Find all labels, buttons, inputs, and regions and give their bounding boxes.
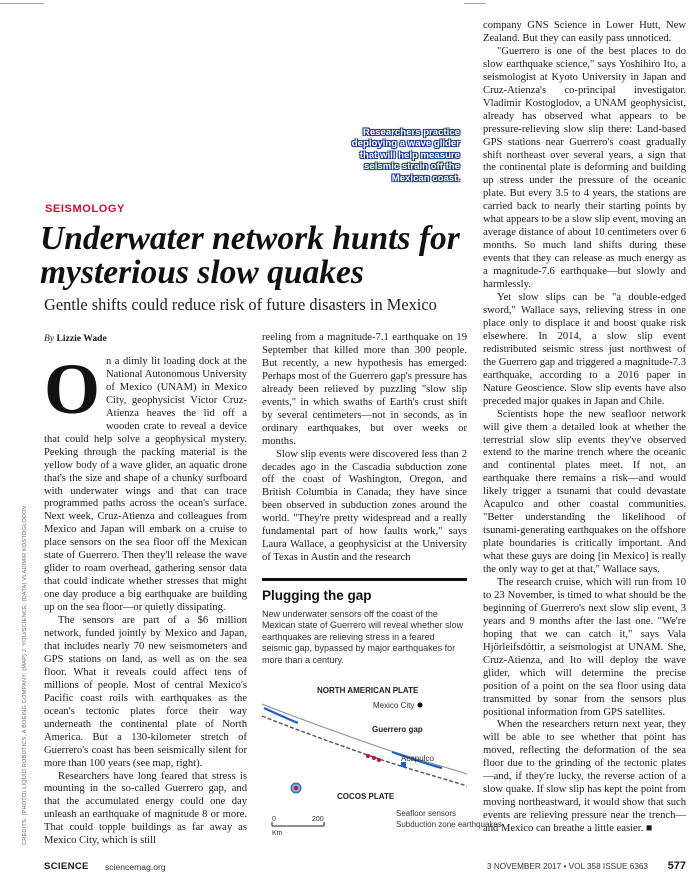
sidebar-title: Plugging the gap	[262, 588, 372, 603]
body-column-1	[44, 349, 247, 848]
body-paragraph: Scientists hope the new seafloor network will give them a detailed look at whether the terrestrial slow slip events they've observed extend to the marine trench where the oceanic and continental plates meet. If not, an earthquake there remains a risk—and would likely trigger a tsunami that could devastate Acapulco and other coastal communities. "Better understanding the likelihood of tsunami-generating earthquakes on the offshore plate boundaries is critically important. And what these guys are doing [in Mexico] is really the only way to get at that," Wallace says.	[483, 408, 686, 576]
publication-name: SCIENCE	[44, 861, 89, 872]
legend-seafloor-sensors: Seafloor sensors	[396, 809, 457, 818]
deck-subtitle: Gentle shifts could reduce risk of future disasters in Mexico	[44, 295, 437, 314]
page-footer	[44, 861, 686, 873]
body-paragraph: Researchers have long feared that stress is mounting in the so-called Guerrero gap, and that the accumulated energy could one day unleash an earthquake of magnitude 8 or more. That could topple buildings as far away as Mexico City, which is still	[44, 770, 247, 847]
photo-credits: CREDITS: (PHOTO) LIQUID ROBOTICS, A BOEING COMPANY; (MAP) J. YOU/SCIENCE; (DATA) VLADIMIR KOSTOGLODOV	[22, 505, 28, 845]
drop-cap: O	[44, 349, 101, 429]
body-paragraph: "Guerrero is one of the best places to do slow earthquake science," says Yoshihiro Ito, a seismologist at Kyoto University in Japan and Cruz-Atienza's co-principal investigator. Vladimir Kostoglodov, a UNAM geophysicist, already has observed what appears to be pressure-relieving slow slip there: Land-based GPS stations near Guerrero's coast gradually shift northeast over several years, a sign that the continental plate is deforming and building up stress under the pressure of the oceanic plate. But every 3.5 to 4 years, the stations are carried back to nearly their starting points by what appears to be a slow slip event, moving an average distance of about 10 centimeters over 6 months. So much land shifts during these events that they can release as much energy as a magnitude-7.6 earthquake—but slowly and harmlessly.	[483, 45, 686, 291]
city-marker-icon	[418, 703, 423, 708]
legend-sensor-dot-icon	[294, 786, 298, 790]
author-name: Lizzie Wade	[56, 333, 107, 344]
publication-site: sciencemag.org	[105, 862, 166, 872]
sensor-marker-icon	[366, 754, 370, 758]
legend-subduction-earthquakes: Subduction zone earthquakes	[396, 820, 502, 829]
headline: Underwater network hunts for mysterious slow quakes	[40, 220, 460, 291]
byline	[44, 333, 107, 344]
label-cocos-plate: COCOS PLATE	[337, 792, 395, 801]
body-paragraph: Slow slip events were discovered less than 2 decades ago in the Cascadia subduction zone off the coast of Washington, Oregon, and British Columbia in Canada; they have since been observed in subduction zones around the world. "They're pretty widespread and a really fundamental part of how faults work," says Laura Wallace, a geophysicist at the University of Texas in Austin and the research	[262, 448, 467, 564]
body-paragraph: reeling from a magnitude-7.1 earthquake on 19 September that killed more than 300 people. But recently, a new hypothesis has emerged: Perhaps most of the Guerrero gap's pressure has already been relieved by puzzling "slow slip events," in which swaths of Earth's crust shift by several centimeters—not in seconds, as in ordinary earthquakes, but over weeks or months.	[262, 332, 467, 447]
crop-mark	[0, 3, 44, 4]
sensor-marker-icon	[372, 756, 376, 760]
byline-prefix: By	[44, 333, 55, 344]
body-paragraph: The research cruise, which will run from 10 to 23 November, is timed to what should be the beginning of Guerrero's next slow slip event, 3 years and 9 months after the last one. "We're hoping that we can catch it," says Vala Hjörleifsdóttir, a seismologist at UNAM. She, Cruz-Atienza, and Ito will deploy the wave glider, which will determine the precise position of a point on the sea floor using data transmitted by sonar from the sensors plus positional information from GPS satellites.	[483, 576, 686, 718]
seismic-gap-map	[262, 682, 502, 842]
body-paragraph: When the researchers return next year, they will be able to see whether that point has moved, reflecting the deformation of the sea floor due to the grinding of the tectonic plates—and, if they're lucky, the reverse action of a slow quake. If slow slip has kept the point from moving northeastward, it would show that such events are relieving pressure near the trench—and Mexico can breathe a little easier. ■	[483, 719, 686, 835]
label-acapulco: Acapulco	[401, 754, 434, 763]
hero-photo	[0, 0, 467, 195]
label-north-american-plate: NORTH AMERICAN PLATE	[317, 686, 419, 695]
sensor-marker-icon	[377, 758, 381, 762]
scale-unit: Km	[272, 830, 283, 837]
body-paragraph: n a dimly lit loading dock at the National Autonomous University of Mexico (UNAM) in Mexico City, geophysicist Víctor Cruz-Atienza heaves the lid off a wooden crate to reveal a device that could help solve a geophysical mystery. Peeking through the packing material is the yellow body of a wave glider, an aquatic drone that's the size and shape of a chunky surfboard with underwater wings and that can trace programmed paths across the ocean's surface. Next week, Cruz-Atienza and colleagues from Mexico and Japan will embark on a cruise to place sensors on the sea floor off the Mexican state of Guerrero. Then they'll release the wave glider to roam overhead, gathering sensor data that could indicate whether stresses that might one day produce a big earthquake are building up on the sea floor—or quietly dissipating.	[44, 356, 247, 614]
sidebar-rule	[262, 578, 467, 581]
label-mexico-city: Mexico City	[373, 701, 415, 710]
crop-mark	[464, 3, 486, 4]
body-column-2	[262, 332, 467, 565]
issue-info: 3 NOVEMBER 2017 • VOL 358 ISSUE 6363	[487, 862, 648, 871]
photo-caption: Researchers practice deploying a wave glider that will help measure seismic strain off the Mexican coast.	[351, 127, 460, 184]
sidebar-description: New underwater sensors off the coast of the Mexican state of Guerrero will reveal whether slow earthquakes are relieving stress in a feared seismic gap, bypassed by major earthquakes for more than a century.	[262, 609, 464, 665]
map-background	[262, 682, 467, 842]
body-paragraph: company GNS Science in Lower Hutt, New Zealand. But they can easily pass unnoticed.	[483, 20, 686, 44]
scale-label-max: 200	[312, 816, 324, 823]
label-guerrero-gap: Guerrero gap	[372, 725, 423, 734]
body-paragraph: The sensors are part of a $6 million network, funded jointly by Mexico and Japan, that includes nearly 70 new seismometers and GPS stations on land, as well as on the sea floor. What it reveals could affect tens of millions of people. Most of central Mexico's Pacific coast roils with earthquakes as the ocean's tectonic plates force their way underneath the continental plate of North America. But a 130-kilometer stretch of Guerrero's coast has been seismically silent for more than 100 years (see map, right).	[44, 615, 247, 769]
section-label: SEISMOLOGY	[45, 203, 125, 215]
body-paragraph: Yet slow slips can be "a double-edged sword," Wallace says, relieving stress in one place only to displace it and boost quake risk elsewhere. In 2014, a slow slip event redistributed seismic stress just northwest of the Guerrero gap and triggered a magnitude-7.3 earthquake, according to a 2016 paper in Nature Geoscience. Slow slip events have also preceded major quakes in Japan and Chile.	[483, 292, 686, 407]
body-column-3	[483, 20, 686, 836]
page-number: 577	[667, 860, 686, 872]
sidebar-box	[262, 578, 467, 666]
scale-label-min: 0	[272, 816, 276, 823]
